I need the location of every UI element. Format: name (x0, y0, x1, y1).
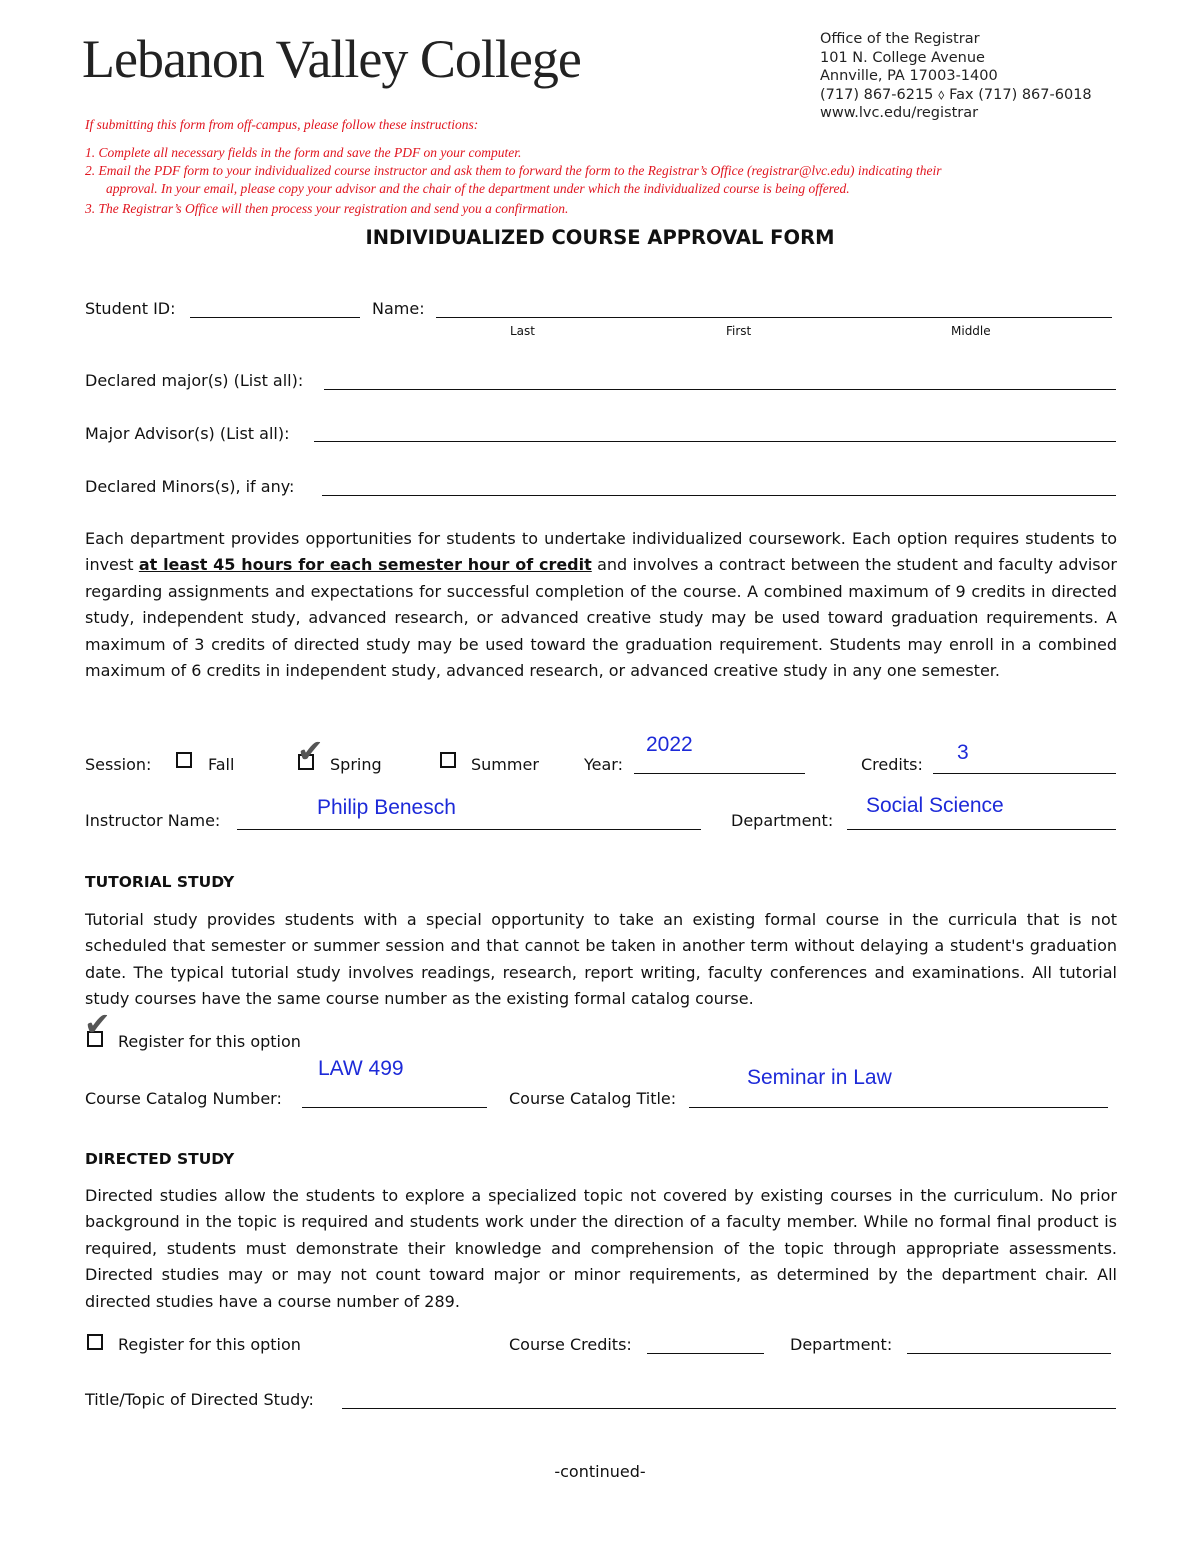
directed-heading: DIRECTED STUDY (85, 1150, 235, 1168)
credits-field[interactable] (933, 773, 1116, 774)
department-field[interactable] (847, 829, 1116, 830)
year-label: Year: (584, 755, 623, 774)
catalog-title-field[interactable] (689, 1107, 1108, 1108)
advisors-label: Major Advisor(s) (List all): (85, 424, 290, 443)
session-label: Session: (85, 755, 152, 774)
office-line: www.lvc.edu/registrar (820, 105, 979, 121)
policy-text: and involves a contract between the student and faculty advisor regarding assignments and expectations for successful completion of the course. A combined maximum of 9 credits in directed study, independent study, advanced research, or advanced creative study may be used toward graduation requirements. A maximum of 3 credits of directed study may be used toward the graduation requirement. Students may enroll in a combined maximum of 6 credits in independent study, advanced research, or advanced creative study in any one semester. (85, 555, 1118, 681)
catalog-number-value[interactable]: LAW 499 (318, 1057, 404, 1080)
course-credits-label: Course Credits: (509, 1335, 632, 1354)
minors-label: Declared Minors(s), if any: (85, 477, 295, 496)
year-field[interactable] (634, 773, 805, 774)
tutorial-register-label: Register for this option (118, 1032, 301, 1051)
summer-checkbox[interactable] (440, 752, 456, 768)
checkmark-icon: ✔ (84, 1005, 111, 1043)
instructor-value[interactable]: Philip Benesch (317, 796, 456, 819)
instruction-step: 3. The Registrar’s Office will then process your registration and send you a confirmation. (85, 201, 569, 216)
catalog-number-field[interactable] (302, 1107, 487, 1108)
office-line: 101 N. College Avenue (820, 49, 985, 66)
office-line: (717) 867-6215 ⬨ Fax (717) 867-6018 (820, 86, 1092, 103)
department-value[interactable]: Social Science (866, 794, 1004, 817)
directed-department-field[interactable] (907, 1353, 1111, 1354)
majors-field[interactable] (324, 389, 1116, 390)
topic-field[interactable] (342, 1408, 1116, 1409)
office-line: Office of the Registrar (820, 31, 980, 47)
instructor-label: Instructor Name: (85, 811, 221, 830)
directed-department-label: Department: (790, 1335, 893, 1354)
department-label: Department: (731, 811, 834, 830)
instruction-step: 2. Email the PDF form to your individualized course instructor and ask them to forward the form to the Registrar’s Office (registrar@lvc.edu) indicating their (85, 163, 942, 178)
registrar-contact (820, 30, 1092, 123)
college-logo: Lebanon Valley College (82, 29, 581, 89)
instruction-step: approval. In your email, please copy your advisor and the chair of the department under which the individualized course is being offered. (106, 181, 850, 196)
policy-emphasis: at least 45 hours for each semester hour of credit (138, 555, 592, 575)
student-id-label: Student ID: (85, 299, 176, 318)
instructions-intro: If submitting this form from off-campus, please follow these instructions: (85, 117, 479, 132)
advisors-field[interactable] (314, 441, 1116, 442)
policy-text: Each department provides opportunities for students to undertake individualized coursework. Each option requires students to invest (85, 529, 1117, 575)
name-label: Name: (372, 299, 425, 318)
instructor-field[interactable] (237, 829, 701, 830)
credits-label: Credits: (861, 755, 923, 774)
fall-label: Fall (208, 755, 235, 774)
catalog-title-label: Course Catalog Title: (509, 1089, 677, 1108)
instruction-step: 1. Complete all necessary fields in the form and save the PDF on your computer. (85, 145, 522, 160)
office-line: Annville, PA 17003-1400 (820, 68, 998, 84)
topic-label: Title/Topic of Directed Study: (85, 1390, 314, 1409)
tutorial-heading: TUTORIAL STUDY (85, 873, 235, 891)
minors-field[interactable] (322, 495, 1116, 496)
policy-paragraph (85, 526, 1117, 684)
credits-value[interactable]: 3 (957, 741, 969, 764)
name-middle-caption: Middle (951, 324, 991, 338)
directed-description: Directed studies allow the students to explore a specialized topic not covered by existing courses in the curriculum. No prior background in the topic is required and students work under the direction of a faculty member. While no formal final product is required, students must demonstrate their knowledge and comprehension of the topic through appropriate assessments. Directed studies may or may not count toward major or minor requirements, as determined by the department chair. All directed studies have a course number of 289. (85, 1186, 1117, 1311)
directed-register-checkbox[interactable] (87, 1334, 103, 1350)
tutorial-description: Tutorial study provides students with a special opportunity to take an existing formal course in the curricula that is not scheduled that semester or summer session and that cannot be taken in another term without delaying a student's graduation date. The typical tutorial study involves readings, research, report writing, faculty conferences and examinations. All tutorial study courses have the same course number as the existing formal catalog course. (85, 910, 1117, 1009)
majors-label: Declared major(s) (List all): (85, 371, 304, 390)
fall-checkbox[interactable] (176, 752, 192, 768)
continued-note: -continued- (554, 1462, 646, 1481)
catalog-title-value[interactable]: Seminar in Law (747, 1066, 892, 1089)
catalog-number-label: Course Catalog Number: (85, 1089, 282, 1108)
name-field[interactable] (436, 317, 1112, 318)
form-title: INDIVIDUALIZED COURSE APPROVAL FORM (365, 226, 835, 249)
spring-label: Spring (330, 755, 382, 774)
course-credits-field[interactable] (647, 1353, 764, 1354)
directed-register-label: Register for this option (118, 1335, 301, 1354)
summer-label: Summer (471, 755, 539, 774)
checkmark-icon: ✔ (297, 732, 324, 770)
name-first-caption: First (726, 324, 752, 338)
name-last-caption: Last (510, 324, 535, 338)
student-id-field[interactable] (190, 317, 360, 318)
year-value[interactable]: 2022 (646, 733, 693, 756)
